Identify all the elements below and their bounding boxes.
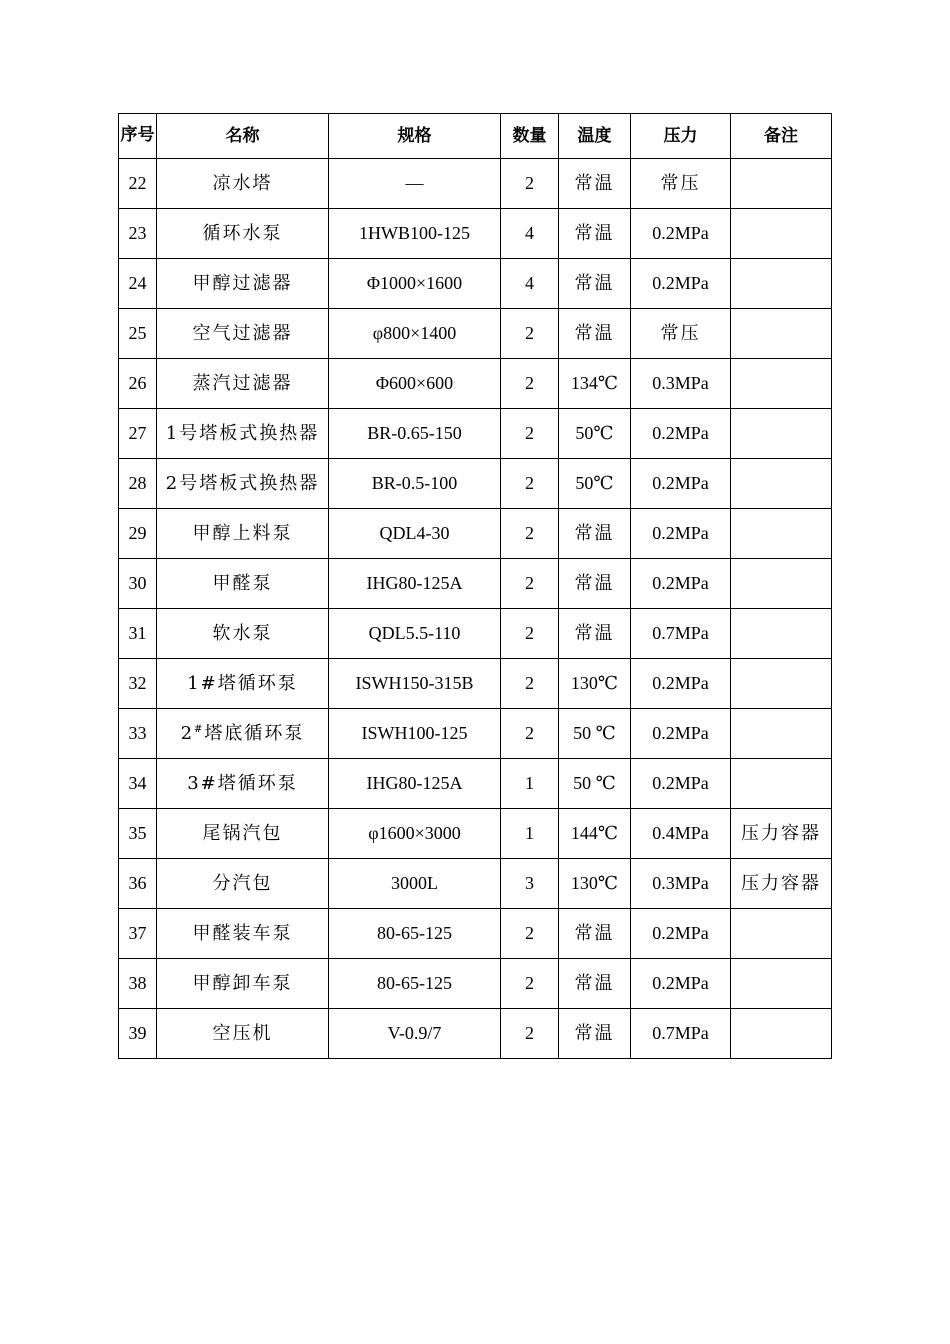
cell-name: 甲醛装车泵 [157, 909, 329, 959]
cell-spec: φ800×1400 [329, 309, 501, 359]
cell-qty: 2 [501, 309, 559, 359]
cell-remark [731, 759, 832, 809]
cell-name: 尾锅汽包 [157, 809, 329, 859]
cell-spec: QDL4-30 [329, 509, 501, 559]
cell-spec: QDL5.5-110 [329, 609, 501, 659]
cell-qty: 2 [501, 409, 559, 459]
cell-pressure: 0.7MPa [631, 1009, 731, 1059]
header-name: 名称 [157, 114, 329, 159]
cell-name: 软水泵 [157, 609, 329, 659]
name-rest: 塔底循环泵 [204, 722, 305, 744]
cell-temp: 50 ℃ [559, 709, 631, 759]
cell-remark [731, 409, 832, 459]
cell-pressure: 常压 [631, 309, 731, 359]
cell-name: 空气过滤器 [157, 309, 329, 359]
table-row [119, 259, 832, 309]
header-pressure: 压力 [631, 114, 731, 159]
cell-name: 蒸汽过滤器 [157, 359, 329, 409]
cell-seq: 23 [119, 209, 157, 259]
cell-spec: IHG80-125A [329, 759, 501, 809]
cell-remark [731, 559, 832, 609]
cell-spec: Φ600×600 [329, 359, 501, 409]
cell-qty: 3 [501, 859, 559, 909]
table-row [119, 859, 832, 909]
cell-temp: 50℃ [559, 459, 631, 509]
cell-name [157, 709, 329, 759]
cell-qty: 1 [501, 759, 559, 809]
cell-spec: 1HWB100-125 [329, 209, 501, 259]
table-row [119, 609, 832, 659]
cell-temp: 50 ℃ [559, 759, 631, 809]
cell-seq: 25 [119, 309, 157, 359]
table-row [119, 809, 832, 859]
cell-qty: 2 [501, 609, 559, 659]
cell-pressure: 0.2MPa [631, 559, 731, 609]
cell-pressure: 0.2MPa [631, 759, 731, 809]
table-row [119, 909, 832, 959]
cell-qty: 2 [501, 359, 559, 409]
cell-remark [731, 659, 832, 709]
cell-pressure: 0.2MPa [631, 459, 731, 509]
cell-name: 甲醇卸车泵 [157, 959, 329, 1009]
cell-remark [731, 1009, 832, 1059]
cell-pressure: 0.7MPa [631, 609, 731, 659]
cell-remark [731, 459, 832, 509]
cell-temp: 常温 [559, 1009, 631, 1059]
cell-spec: 80-65-125 [329, 959, 501, 1009]
cell-temp: 常温 [559, 209, 631, 259]
cell-seq: 26 [119, 359, 157, 409]
cell-pressure: 0.2MPa [631, 509, 731, 559]
cell-remark [731, 709, 832, 759]
cell-spec: BR-0.5-100 [329, 459, 501, 509]
cell-pressure: 0.2MPa [631, 209, 731, 259]
cell-name: 2号塔板式换热器 [157, 459, 329, 509]
cell-seq: 33 [119, 709, 157, 759]
header-seq: 序号 [119, 114, 157, 159]
cell-temp: 常温 [559, 509, 631, 559]
cell-temp: 常温 [559, 259, 631, 309]
cell-spec: BR-0.65-150 [329, 409, 501, 459]
cell-pressure: 0.3MPa [631, 859, 731, 909]
cell-remark [731, 509, 832, 559]
cell-name: 循环水泵 [157, 209, 329, 259]
cell-name: 1#塔循环泵 [157, 659, 329, 709]
cell-qty: 2 [501, 1009, 559, 1059]
equipment-table [118, 113, 832, 1059]
table-row [119, 209, 832, 259]
cell-name: 1号塔板式换热器 [157, 409, 329, 459]
name-prefix: 2 [180, 722, 195, 744]
table-row [119, 559, 832, 609]
cell-qty: 2 [501, 659, 559, 709]
cell-pressure: 常压 [631, 159, 731, 209]
table-row [119, 959, 832, 1009]
cell-spec: ISWH100-125 [329, 709, 501, 759]
table-row [119, 409, 832, 459]
cell-remark [731, 609, 832, 659]
cell-spec: φ1600×3000 [329, 809, 501, 859]
cell-seq: 31 [119, 609, 157, 659]
cell-seq: 38 [119, 959, 157, 1009]
cell-seq: 39 [119, 1009, 157, 1059]
cell-qty: 2 [501, 459, 559, 509]
table-row [119, 659, 832, 709]
cell-pressure: 0.2MPa [631, 709, 731, 759]
table-row [119, 509, 832, 559]
cell-remark [731, 209, 832, 259]
cell-pressure: 0.2MPa [631, 959, 731, 1009]
cell-seq: 30 [119, 559, 157, 609]
cell-qty: 2 [501, 159, 559, 209]
table-row [119, 759, 832, 809]
cell-temp: 134℃ [559, 359, 631, 409]
table-row [119, 1009, 832, 1059]
cell-remark [731, 159, 832, 209]
cell-spec: 3000L [329, 859, 501, 909]
cell-qty: 4 [501, 209, 559, 259]
cell-spec: ISWH150-315B [329, 659, 501, 709]
name-mark: # [194, 723, 205, 735]
table-row [119, 709, 832, 759]
cell-temp: 50℃ [559, 409, 631, 459]
cell-name: 凉水塔 [157, 159, 329, 209]
cell-remark [731, 309, 832, 359]
cell-remark [731, 959, 832, 1009]
cell-name: 3#塔循环泵 [157, 759, 329, 809]
cell-spec: IHG80-125A [329, 559, 501, 609]
table-header-row [119, 114, 832, 159]
cell-seq: 34 [119, 759, 157, 809]
cell-seq: 29 [119, 509, 157, 559]
cell-seq: 27 [119, 409, 157, 459]
cell-pressure: 0.2MPa [631, 409, 731, 459]
cell-pressure: 0.2MPa [631, 259, 731, 309]
cell-pressure: 0.3MPa [631, 359, 731, 409]
cell-temp: 常温 [559, 309, 631, 359]
cell-qty: 2 [501, 909, 559, 959]
header-temp: 温度 [559, 114, 631, 159]
cell-remark: 压力容器 [731, 809, 832, 859]
cell-name: 甲醇过滤器 [157, 259, 329, 309]
cell-pressure: 0.2MPa [631, 659, 731, 709]
cell-temp: 常温 [559, 159, 631, 209]
cell-spec: Φ1000×1600 [329, 259, 501, 309]
cell-seq: 24 [119, 259, 157, 309]
table-row [119, 309, 832, 359]
cell-seq: 22 [119, 159, 157, 209]
cell-seq: 28 [119, 459, 157, 509]
header-spec: 规格 [329, 114, 501, 159]
cell-qty: 2 [501, 559, 559, 609]
cell-qty: 1 [501, 809, 559, 859]
cell-spec: V-0.9/7 [329, 1009, 501, 1059]
cell-remark [731, 259, 832, 309]
cell-name: 分汽包 [157, 859, 329, 909]
cell-name: 空压机 [157, 1009, 329, 1059]
cell-seq: 36 [119, 859, 157, 909]
cell-temp: 144℃ [559, 809, 631, 859]
header-remark: 备注 [731, 114, 832, 159]
cell-remark [731, 359, 832, 409]
cell-temp: 130℃ [559, 859, 631, 909]
cell-temp: 常温 [559, 559, 631, 609]
table-row [119, 159, 832, 209]
cell-remark [731, 909, 832, 959]
cell-temp: 常温 [559, 609, 631, 659]
cell-pressure: 0.4MPa [631, 809, 731, 859]
cell-spec: — [329, 159, 501, 209]
cell-qty: 2 [501, 959, 559, 1009]
cell-qty: 2 [501, 509, 559, 559]
cell-qty: 4 [501, 259, 559, 309]
cell-remark: 压力容器 [731, 859, 832, 909]
cell-name: 甲醇上料泵 [157, 509, 329, 559]
cell-seq: 35 [119, 809, 157, 859]
cell-spec: 80-65-125 [329, 909, 501, 959]
cell-temp: 常温 [559, 909, 631, 959]
cell-temp: 130℃ [559, 659, 631, 709]
cell-qty: 2 [501, 709, 559, 759]
cell-pressure: 0.2MPa [631, 909, 731, 959]
table-row [119, 459, 832, 509]
cell-temp: 常温 [559, 959, 631, 1009]
table-row [119, 359, 832, 409]
header-qty: 数量 [501, 114, 559, 159]
cell-name: 甲醛泵 [157, 559, 329, 609]
cell-seq: 37 [119, 909, 157, 959]
cell-seq: 32 [119, 659, 157, 709]
